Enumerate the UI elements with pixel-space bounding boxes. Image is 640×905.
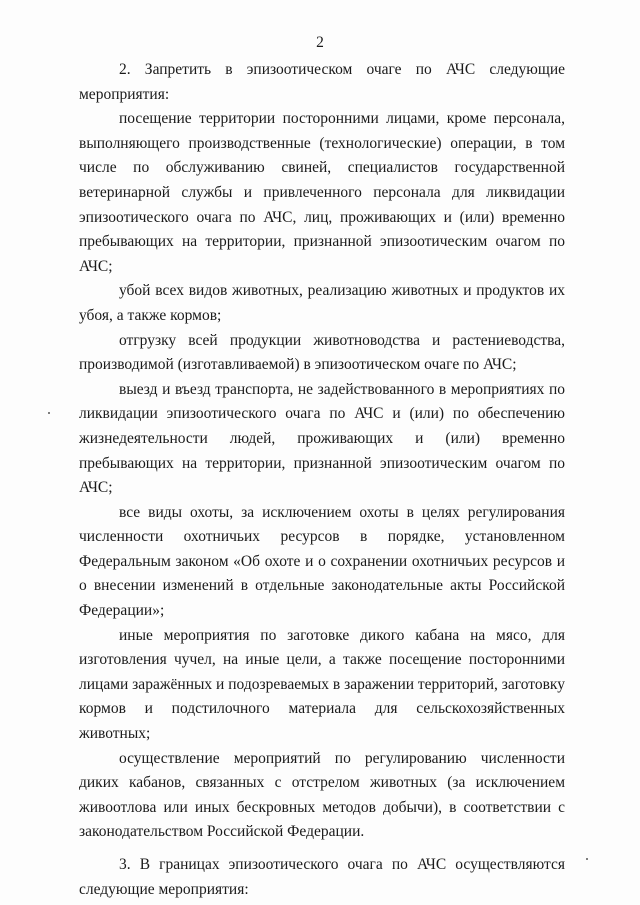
paragraph-restriction-visiting: посещение территории посторонними лицами, кроме персонала, выполняющего производственные (технологические) операции, в том числе по обслуживанию свиней, специалистов государственной ветеринарной службы и привлеченного персонала для ликвидации эпизоотического очага по АЧС, лиц, проживающих и (или) временно пребывающих на территории, признанной эпизоотическим очагом по АЧС; [79,110,565,275]
paragraph-restriction-slaughter: убой всех видов животных, реализацию животных и продуктов их убоя, а также кормов; [79,282,565,324]
scan-speck [48,412,50,414]
paragraph-restriction-wild-boar: иные мероприятия по заготовке дикого кабана на мясо, для изготовления чучел, на иные цели, а также посещение посторонними лицами заражённых и подозреваемых в заражении территорий, заготовку кормов и подстилочного материала для сельскохозяйственных животных; [79,626,565,743]
scan-speck [586,858,588,860]
paragraph-restriction-shipping: отгрузку всей продукции животноводства и растениеводства, производимой (изготавливаемой) в эпизоотическом очаге по АЧС; [79,331,565,374]
paragraph-restriction-hunting: все виды охоты, за исключением охоты в целях регулирования численности охотничьих ресурсов в порядке, установленном Федеральным законом «Об охоте и о сохранении охотничьих ресурсов и о внесении изменений в отдельные законодательные акты Российской Федерации»; [79,503,565,620]
paragraph-item-2-heading: 2. Запретить в эпизоотическом очаге по АЧС следующие мероприятия: [79,61,565,103]
paragraph-item-3-heading: 3. В границах эпизоотического очага по АЧС осуществляются следующие мероприятия: [79,856,565,898]
document-body [79,58,565,902]
page-number: 2 [316,34,324,51]
paragraph-restriction-culling: осуществление мероприятий по регулированию численности диких кабанов, связанных с отстрелом животных (за исключением живоотлова или иных бескровных методов добычи), в соответствии с законодательством Российской Федерации. [79,749,565,841]
paragraph-restriction-transport: выезд и въезд транспорта, не задействованного в мероприятиях по ликвидации эпизоотического очага по АЧС и (или) по обеспечению жизнедеятельности людей, проживающих и (или) временно пребывающих на территории, признанной эпизоотическим очагом по АЧС; [79,380,565,497]
